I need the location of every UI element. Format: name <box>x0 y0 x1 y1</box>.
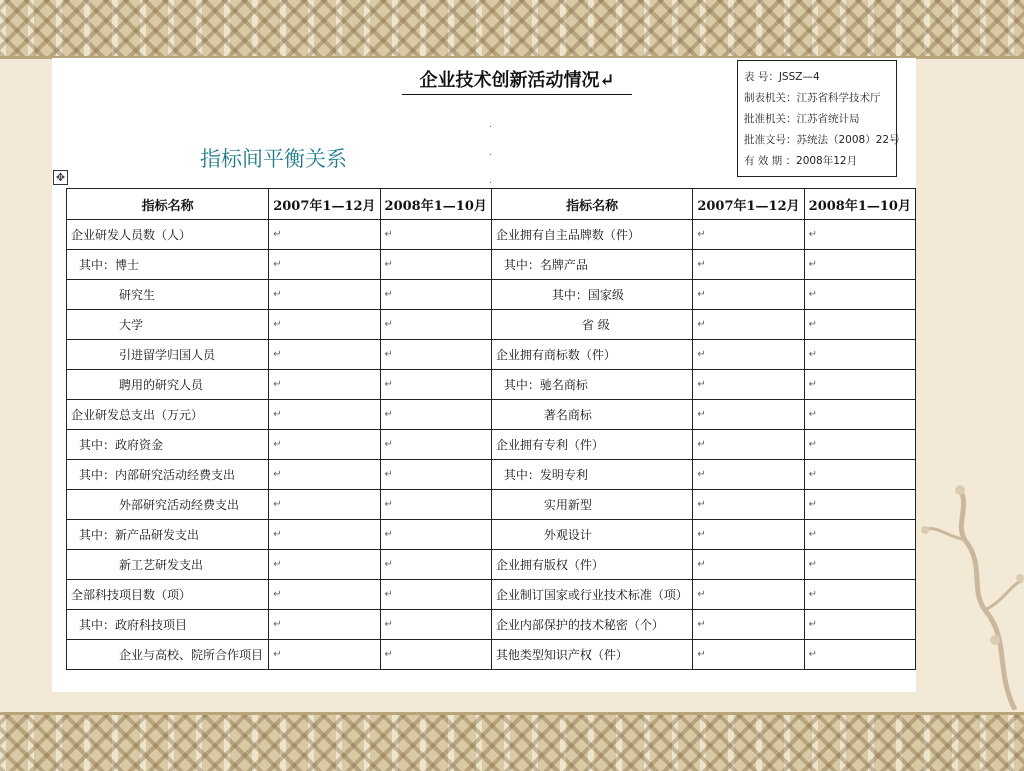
value-cell[interactable]: ↵ <box>269 640 380 670</box>
table-row <box>67 550 916 580</box>
indicator-name-cell[interactable]: 省 级 <box>491 310 692 340</box>
info-line: 表 号：JSSZ—4 <box>744 71 820 83</box>
value-cell[interactable]: ↵ <box>380 220 491 250</box>
value-cell[interactable]: ↵ <box>380 490 491 520</box>
indicator-name-cell[interactable]: 其中：新产品研发支出 <box>67 520 269 550</box>
value-cell[interactable]: ↵ <box>804 280 915 310</box>
info-line: 批准文号：苏统法（2008）22号 <box>744 134 900 146</box>
value-cell[interactable]: ↵ <box>269 550 380 580</box>
table-row <box>67 430 916 460</box>
table-row <box>67 310 916 340</box>
indicator-name-cell[interactable]: 企业拥有商标数（件） <box>491 340 692 370</box>
table-row <box>67 460 916 490</box>
value-cell[interactable]: ↵ <box>693 250 804 280</box>
value-cell[interactable]: ↵ <box>693 460 804 490</box>
value-cell[interactable]: ↵ <box>804 490 915 520</box>
decorative-bottom-border <box>0 712 1024 771</box>
value-cell[interactable]: ↵ <box>380 310 491 340</box>
value-cell[interactable]: ↵ <box>380 250 491 280</box>
return-mark: ↵ <box>599 70 615 91</box>
value-cell[interactable]: ↵ <box>269 610 380 640</box>
value-cell[interactable]: ↵ <box>380 370 491 400</box>
table-row <box>67 250 916 280</box>
table-row <box>67 490 916 520</box>
indicator-name-cell[interactable]: 企业内部保护的技术秘密（个） <box>491 610 692 640</box>
value-cell[interactable]: ↵ <box>269 520 380 550</box>
value-cell[interactable]: ↵ <box>693 490 804 520</box>
header-indicator-name: 指标名称 <box>491 189 692 220</box>
value-cell[interactable]: ↵ <box>804 460 915 490</box>
value-cell[interactable]: ↵ <box>693 220 804 250</box>
indicator-name-cell[interactable]: 其中：驰名商标 <box>491 370 692 400</box>
value-cell[interactable]: ↵ <box>693 580 804 610</box>
header-2007: 2007年1—12月 <box>693 189 804 220</box>
value-cell[interactable]: ↵ <box>693 280 804 310</box>
indicator-name-cell[interactable]: 聘用的研究人员 <box>67 370 269 400</box>
value-cell[interactable]: ↵ <box>269 400 380 430</box>
value-cell[interactable]: ↵ <box>804 370 915 400</box>
indicator-name-cell[interactable]: 企业与高校、院所合作项目 <box>67 640 269 670</box>
indicator-name-cell[interactable]: 引进留学归国人员 <box>67 340 269 370</box>
value-cell[interactable]: ↵ <box>269 580 380 610</box>
value-cell[interactable]: ↵ <box>380 580 491 610</box>
value-cell[interactable]: ↵ <box>693 610 804 640</box>
value-cell[interactable]: ↵ <box>693 340 804 370</box>
table-row <box>67 520 916 550</box>
innovation-table <box>66 188 916 670</box>
table-row <box>67 580 916 610</box>
indicator-name-cell[interactable]: 外部研究活动经费支出 <box>67 490 269 520</box>
value-cell[interactable]: ↵ <box>380 460 491 490</box>
table-row <box>67 400 916 430</box>
value-cell[interactable]: ↵ <box>693 520 804 550</box>
header-2008: 2008年1—10月 <box>804 189 915 220</box>
document-sheet <box>52 58 916 692</box>
value-cell[interactable]: ↵ <box>380 340 491 370</box>
header-2008: 2008年1—10月 <box>380 189 491 220</box>
value-cell[interactable]: ↵ <box>269 220 380 250</box>
table-row <box>67 340 916 370</box>
value-cell[interactable]: ↵ <box>269 280 380 310</box>
value-cell[interactable]: ↵ <box>693 550 804 580</box>
slide-caption: 指标间平衡关系 <box>200 147 347 171</box>
paragraph-mark: . <box>489 176 492 186</box>
value-cell[interactable]: ↵ <box>269 340 380 370</box>
indicator-name-cell[interactable]: 其中：发明专利 <box>491 460 692 490</box>
value-cell[interactable]: ↵ <box>380 520 491 550</box>
value-cell[interactable]: ↵ <box>804 250 915 280</box>
value-cell[interactable]: ↵ <box>804 340 915 370</box>
indicator-name-cell[interactable]: 其中：国家级 <box>491 280 692 310</box>
document-title <box>402 66 632 95</box>
decorative-top-border <box>0 0 1024 59</box>
form-info-box <box>737 60 900 177</box>
table-row <box>67 640 916 670</box>
value-cell[interactable]: ↵ <box>380 550 491 580</box>
indicator-name-cell[interactable]: 其中：政府资金 <box>67 430 269 460</box>
indicator-name-cell[interactable]: 研究生 <box>67 280 269 310</box>
value-cell[interactable]: ↵ <box>804 400 915 430</box>
indicator-name-cell[interactable]: 全部科技项目数（项） <box>67 580 269 610</box>
table-move-handle-icon[interactable]: ✥ <box>53 170 68 185</box>
value-cell[interactable]: ↵ <box>693 310 804 340</box>
header-indicator-name: 指标名称 <box>67 189 269 220</box>
info-line: 批准机关：江苏省统计局 <box>744 113 860 125</box>
value-cell[interactable]: ↵ <box>269 370 380 400</box>
info-line: 有 效 期 ：2008年12月 <box>744 155 858 167</box>
indicator-name-cell[interactable]: 实用新型 <box>491 490 692 520</box>
indicator-name-cell[interactable]: 企业研发人员数（人） <box>67 220 269 250</box>
document-title-text: 企业技术创新活动情况 <box>419 70 600 91</box>
indicator-name-cell[interactable]: 企业研发总支出（万元） <box>67 400 269 430</box>
table-header-row <box>67 189 916 220</box>
value-cell[interactable]: ↵ <box>804 550 915 580</box>
table-row <box>67 610 916 640</box>
value-cell[interactable]: ↵ <box>380 280 491 310</box>
value-cell[interactable]: ↵ <box>804 520 915 550</box>
indicator-name-cell[interactable]: 大学 <box>67 310 269 340</box>
value-cell[interactable]: ↵ <box>804 310 915 340</box>
value-cell[interactable]: ↵ <box>693 640 804 670</box>
table-row <box>67 220 916 250</box>
value-cell[interactable]: ↵ <box>804 430 915 460</box>
value-cell[interactable]: ↵ <box>693 370 804 400</box>
value-cell[interactable]: ↵ <box>269 310 380 340</box>
value-cell[interactable]: ↵ <box>380 640 491 670</box>
header-2007: 2007年1—12月 <box>269 189 380 220</box>
value-cell[interactable]: ↵ <box>804 640 915 670</box>
value-cell[interactable]: ↵ <box>380 400 491 430</box>
value-cell[interactable]: ↵ <box>269 250 380 280</box>
indicator-name-cell[interactable]: 企业拥有自主品牌数（件） <box>491 220 692 250</box>
table-row <box>67 280 916 310</box>
paragraph-mark: . <box>489 148 492 158</box>
indicator-name-cell[interactable]: 企业制订国家或行业技术标准（项） <box>491 580 692 610</box>
indicator-name-cell[interactable]: 其中：内部研究活动经费支出 <box>67 460 269 490</box>
value-cell[interactable]: ↵ <box>380 610 491 640</box>
indicator-name-cell[interactable]: 其他类型知识产权（件） <box>491 640 692 670</box>
value-cell[interactable]: ↵ <box>693 400 804 430</box>
paragraph-mark: . <box>489 120 492 130</box>
indicator-name-cell[interactable]: 新工艺研发支出 <box>67 550 269 580</box>
info-line: 制表机关：江苏省科学技术厅 <box>744 92 881 104</box>
indicator-name-cell[interactable]: 企业拥有版权（件） <box>491 550 692 580</box>
indicator-name-cell[interactable]: 外观设计 <box>491 520 692 550</box>
plum-branch-decoration <box>915 470 1024 710</box>
value-cell[interactable]: ↵ <box>804 580 915 610</box>
value-cell[interactable]: ↵ <box>380 430 491 460</box>
value-cell[interactable]: ↵ <box>269 460 380 490</box>
indicator-name-cell[interactable]: 其中：政府科技项目 <box>67 610 269 640</box>
value-cell[interactable]: ↵ <box>269 490 380 520</box>
value-cell[interactable]: ↵ <box>269 430 380 460</box>
value-cell[interactable]: ↵ <box>804 220 915 250</box>
value-cell[interactable]: ↵ <box>804 610 915 640</box>
value-cell[interactable]: ↵ <box>693 430 804 460</box>
indicator-name-cell[interactable]: 著名商标 <box>491 400 692 430</box>
indicator-name-cell[interactable]: 其中：博士 <box>67 250 269 280</box>
indicator-name-cell[interactable]: 其中：名牌产品 <box>491 250 692 280</box>
indicator-name-cell[interactable]: 企业拥有专利（件） <box>491 430 692 460</box>
table-row <box>67 370 916 400</box>
